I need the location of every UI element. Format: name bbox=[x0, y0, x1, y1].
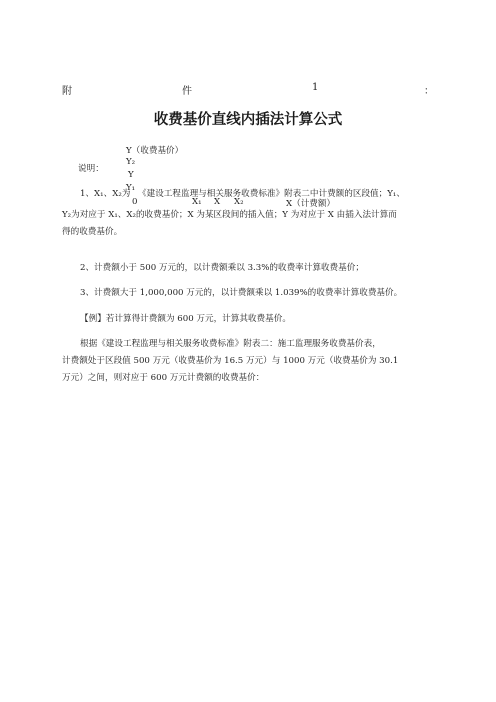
header-char-jian: 件 bbox=[182, 86, 192, 97]
para5-line3: 万元）之间，则对应于 600 万元计费额的收费基价： bbox=[62, 373, 265, 383]
para1-line2: Y₂为对应于 X₁、X₂的收费基价；X 为某区段间的插入值；Y 为对应于 X 由插入法计算而 bbox=[62, 210, 397, 220]
origin-label: 0 bbox=[132, 197, 138, 207]
para1-line3: 得的收费基价。 bbox=[62, 227, 123, 237]
x-axis-label: X（计费额） bbox=[286, 199, 336, 209]
header-char-fu: 附 bbox=[62, 86, 72, 97]
header-number: 1 bbox=[312, 82, 319, 93]
para3: 3、计费额大于 1,000,000 万元的，以计费额乘以 1.039%的收费率计算收费基价。 bbox=[80, 288, 403, 298]
example-paragraph: 【例】若计算得计费额为 600 万元，计算其收费基价。 bbox=[80, 314, 291, 324]
para1-continuation bbox=[62, 207, 434, 241]
x-label: X bbox=[214, 197, 221, 207]
x2-label: X₂ bbox=[234, 197, 244, 207]
header-colon: ： bbox=[424, 86, 434, 97]
y2-label: Y₂ bbox=[126, 157, 136, 167]
para1-prefix: 1、X₁、X₂为 bbox=[80, 189, 131, 199]
para5-line2: 计费额处于区段值 500 万元（收费基价为 16.5 万元）与 1000 万元（收费基价为 30.1 bbox=[62, 356, 399, 366]
explain-label: 说明： bbox=[78, 164, 104, 174]
para2: 2、计费额小于 500 万元的，以计费额乘以 3.3%的收费率计算收费基价； bbox=[80, 263, 364, 273]
para5-line1: 根据《建设工程监理与相关服务收费标准》附表二：施工监理服务收费基价表， bbox=[80, 339, 381, 349]
y1-label: Y₁ bbox=[126, 183, 136, 193]
page-title: 收费基价直线内插法计算公式 bbox=[153, 112, 343, 128]
para1-rest: 《建设工程监理与相关服务收费标准》附表二中计费额的区段值；Y₁、 bbox=[138, 189, 405, 199]
y-axis-label: Y（收费基价） bbox=[126, 146, 184, 156]
y-label: Y bbox=[128, 170, 134, 180]
x1-label: X₁ bbox=[192, 197, 202, 207]
attachment-header bbox=[62, 82, 432, 96]
para5 bbox=[62, 336, 434, 387]
